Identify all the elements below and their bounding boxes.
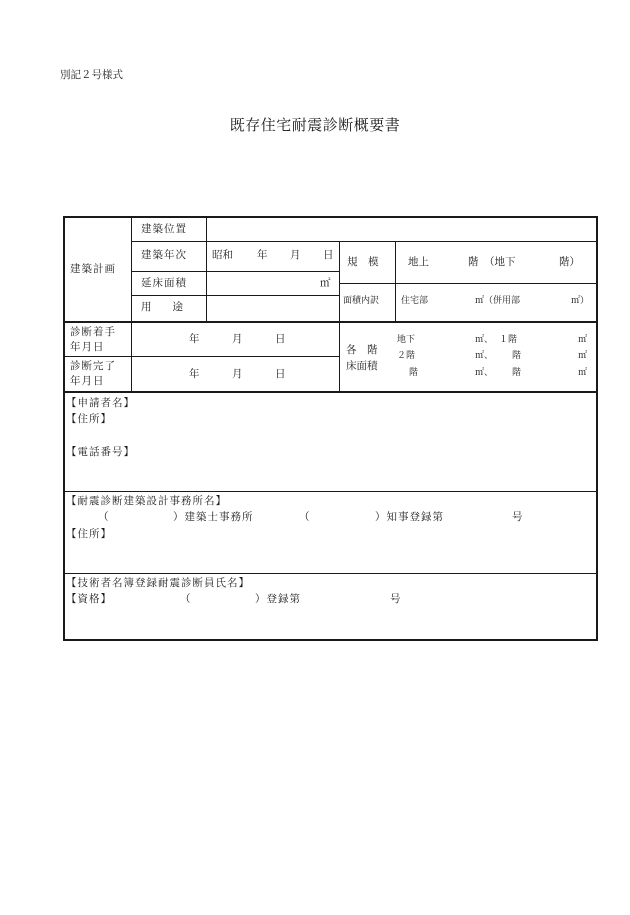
area-unit-3: ㎡ bbox=[578, 368, 588, 378]
area-close-text: ㎡） bbox=[571, 296, 590, 306]
area-breakdown-label: 面積内訳 bbox=[343, 296, 380, 306]
rule-h-year bbox=[131, 271, 339, 272]
start-month-unit: 月 bbox=[232, 333, 243, 345]
diagnosis-end-label-2: 年月日 bbox=[70, 375, 105, 387]
floor-area-per-floor-label-1: 各 階 bbox=[346, 344, 378, 356]
floor-area-label: 延床面積 bbox=[141, 277, 187, 289]
architect-office-text: ）建築士事務所 bbox=[173, 511, 254, 523]
start-year-unit: 年 bbox=[189, 333, 200, 345]
below-ground-text: （地下 bbox=[484, 256, 516, 268]
building-plan-label: 建築計画 bbox=[70, 263, 116, 275]
floor-area-unit: ㎡ bbox=[320, 277, 331, 289]
above-ground-text: 地上 bbox=[408, 256, 429, 268]
end-month-unit: 月 bbox=[232, 368, 243, 380]
floor-blank-text-2: 階 bbox=[409, 368, 419, 378]
floor-area-per-floor-label-2: 床面積 bbox=[346, 360, 378, 372]
rule-h-scale bbox=[339, 283, 598, 284]
governor-registration-text: ）知事登録第 bbox=[375, 511, 444, 523]
floor2-text: ２階 bbox=[397, 351, 416, 361]
floor1-text: １階 bbox=[499, 335, 518, 345]
day-unit: 日 bbox=[323, 249, 334, 261]
use-label: 用 途 bbox=[141, 301, 183, 313]
mixed-use-text: ㎡（併用部 bbox=[475, 296, 521, 306]
qualification-label: 【資格】 bbox=[66, 593, 112, 605]
diagnosis-start-label-1: 診断着手 bbox=[70, 326, 116, 338]
office-number-suffix: 号 bbox=[512, 511, 523, 523]
end-year-unit: 年 bbox=[189, 368, 200, 380]
floor-blank-text-1: 階 bbox=[512, 351, 522, 361]
rule-v-right-label bbox=[395, 241, 396, 321]
rule-h-floor-area bbox=[131, 295, 339, 296]
applicant-name-label: 【申請者名】 bbox=[66, 397, 135, 409]
residential-part-text: 住宅部 bbox=[401, 296, 429, 306]
engineer-name-label: 【技術者名簿登録耐震診断員氏名】 bbox=[66, 577, 250, 589]
diagnosis-end-label-1: 診断完了 bbox=[70, 360, 116, 372]
rule-h-plan-end bbox=[63, 321, 598, 323]
location-label: 建築位置 bbox=[141, 223, 187, 235]
rule-v-label bbox=[131, 216, 132, 391]
start-day-unit: 日 bbox=[275, 333, 286, 345]
office-paren-open-2: （ bbox=[299, 511, 310, 523]
applicant-address-label: 【住所】 bbox=[66, 413, 112, 425]
floor-blank-text-3: 階 bbox=[512, 368, 522, 378]
office-paren-open: （ bbox=[98, 511, 109, 523]
rule-v-field bbox=[206, 216, 207, 321]
month-unit: 月 bbox=[290, 249, 301, 261]
year-label: 建築年次 bbox=[141, 249, 187, 261]
end-day-unit: 日 bbox=[275, 368, 286, 380]
year-unit: 年 bbox=[257, 249, 268, 261]
office-address-label: 【住所】 bbox=[66, 528, 112, 540]
era-text: 昭和 bbox=[212, 249, 233, 261]
floors-close-text: 階） bbox=[559, 256, 580, 268]
rule-h-office-end bbox=[63, 573, 598, 574]
office-name-label: 【耐震診断建築設計事務所名】 bbox=[66, 495, 227, 507]
area-sep-3: ㎡、 bbox=[475, 368, 494, 378]
rule-h-diag-end bbox=[63, 391, 598, 393]
engineer-paren-open: （ bbox=[180, 593, 191, 605]
applicant-phone-label: 【電話番号】 bbox=[66, 446, 135, 458]
diagnosis-start-label-2: 年月日 bbox=[70, 341, 105, 353]
engineer-number-suffix: 号 bbox=[390, 593, 401, 605]
rule-h-applicant-end bbox=[63, 491, 598, 492]
floors-unit: 階 bbox=[468, 256, 479, 268]
scale-label: 規 模 bbox=[347, 256, 379, 268]
area-sep-1: ㎡、 bbox=[475, 335, 494, 345]
area-unit-2: ㎡ bbox=[578, 351, 588, 361]
rule-h-location bbox=[131, 241, 598, 242]
document-title: 既存住宅耐震診断概要書 bbox=[229, 116, 401, 134]
area-unit-1: ㎡ bbox=[578, 335, 588, 345]
rule-v-right bbox=[339, 241, 340, 391]
area-sep-2: ㎡、 bbox=[475, 351, 494, 361]
basement-text: 地下 bbox=[397, 335, 416, 345]
form-number: 別記２号様式 bbox=[60, 69, 123, 81]
rule-h-diag-mid bbox=[63, 356, 339, 357]
engineer-registration-text: ）登録第 bbox=[255, 593, 301, 605]
